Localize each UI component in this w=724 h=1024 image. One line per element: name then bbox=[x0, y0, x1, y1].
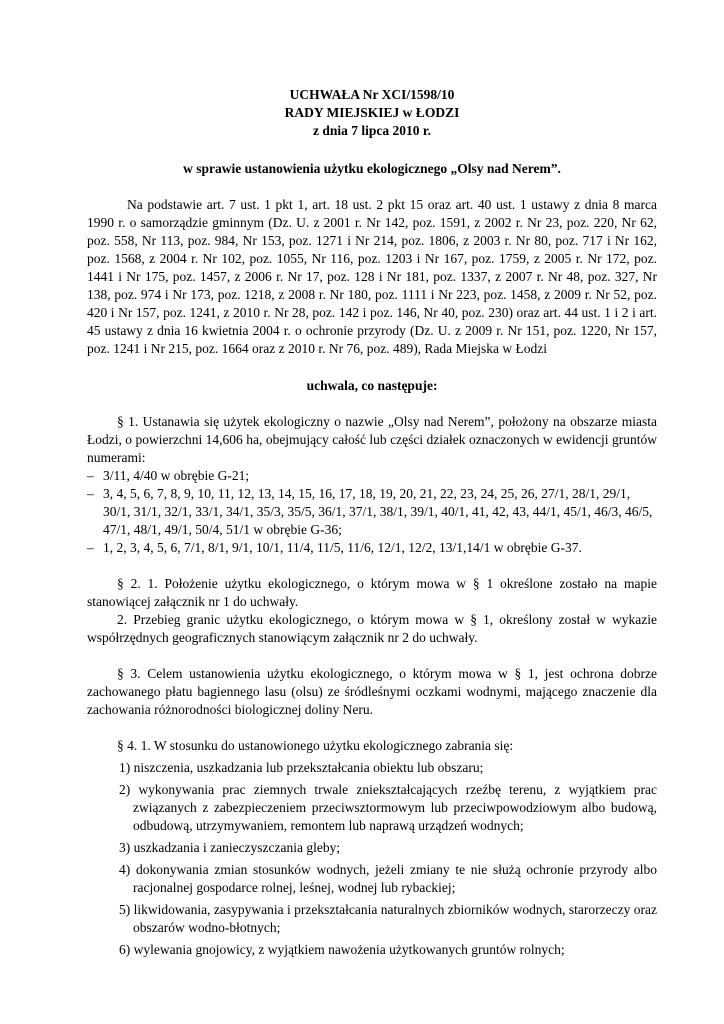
document-header bbox=[87, 86, 657, 140]
item-number: 5) bbox=[119, 902, 131, 917]
list-item bbox=[101, 861, 657, 897]
resolves-heading: uchwala, co następuje: bbox=[306, 378, 438, 393]
list-item bbox=[101, 759, 657, 777]
parcel-list-text: 3/11, 4/40 w obrębie G-21; bbox=[103, 468, 250, 483]
list-item bbox=[87, 467, 657, 485]
item-number: 6) bbox=[119, 942, 131, 957]
document-subject: w sprawie ustanowienia użytku ekologicznego „Olsy nad Nerem”. bbox=[183, 161, 561, 176]
parcel-list-text: 3, 4, 5, 6, 7, 8, 9, 10, 11, 12, 13, 14, 15, 16, 17, 18, 19, 20, 21, 22, 23, 24, 25, 26, 27/1, 28/1, 29/1, 30/1, 31/1, 32/1, 33/1, 34/1, 35/3, 35/5, 36/1, 37/1, 38/1, 39/1, 40/1, 41, 42, 43, 44/1, 45/1, 46/3, 46/5, 47/1, 48/1, 49/1, 50/4, 51/1 w obrębie G-36; bbox=[103, 486, 653, 537]
parcel-list-text: 1, 2, 3, 4, 5, 6, 7/1, 8/1, 9/1, 10/1, 11/4, 11/5, 11/6, 12/1, 12/2, 13/1,14/1 w obrębie G-37. bbox=[103, 540, 582, 555]
section-2-paragraph-2: 2. Przebieg granic użytku ekologicznego, o którym mowa w § 1, określony został w wykazie współrzędnych geograficznych stanowiącym załącznik nr 2 do uchwały. bbox=[87, 612, 657, 645]
item-number: 4) bbox=[119, 862, 131, 877]
item-number: 3) bbox=[119, 840, 131, 855]
section-4 bbox=[87, 737, 657, 959]
list-item bbox=[101, 941, 657, 959]
list-item bbox=[101, 901, 657, 937]
list-item bbox=[101, 781, 657, 835]
preamble-paragraph: Na podstawie art. 7 ust. 1 pkt 1, art. 18 ust. 2 pkt 15 oraz art. 40 ust. 1 ustawy z dnia 8 marca 1990 r. o samorządzie gminnym (Dz. U. z 2001 r. Nr 142, poz. 1591, z 2002 r. Nr 23, poz. 220, Nr 62, poz. 558, Nr 113, poz. 984, Nr 153, poz. 1271 i Nr 214, poz. 1806, z 2003 r. Nr 80, poz. 717 i Nr 162, poz. 1568, z 2004 r. Nr 102, poz. 1055, Nr 116, poz. 1203 i Nr 167, poz. 1759, z 2005 r. Nr 172, poz. 1441 i Nr 175, poz. 1457, z 2006 r. Nr 17, poz. 128 i Nr 181, poz. 1337, z 2007 r. Nr 48, poz. 327, Nr 138, poz. 974 i Nr 173, poz. 1218, z 2008 r. Nr 180, poz. 1111 i Nr 223, poz. 1458, z 2009 r. Nr 52, poz. 420 i Nr 157, poz. 1241, z 2010 r. Nr 28, poz. 142 i poz. 146, Nr 40, poz. 230) oraz art. 44 ust. 1 i 2 i art. 45 ustawy z dnia 16 kwietnia 2004 r. o ochronie przyrody (Dz. U. z 2009 r. Nr 151, poz. 1220, Nr 157, poz. 1241 i Nr 215, poz. 1664 oraz z 2010 r. Nr 76, poz. 489), Rada Miejska w Łodzi bbox=[87, 197, 657, 356]
parcel-list bbox=[87, 467, 657, 557]
item-number: 1) bbox=[119, 760, 131, 775]
section-3: § 3. Celem ustanowienia użytku ekologicznego, o którym mowa w § 1, jest ochrona dobrze zachowanego płatu bagiennego lasu (olsu) ze śródleśnymi oczkami wodnymi, mającego znaczenie dla zachowania różnorodności biologicznej doliny Neru. bbox=[87, 666, 657, 717]
item-text: uszkadzania i zanieczyszczania gleby; bbox=[133, 840, 341, 855]
section-1-text: § 1. Ustanawia się użytek ekologiczny o nazwie „Olsy nad Nerem”, położony na obszarze miasta Łodzi, o powierzchni 14,606 ha, obejmujący całość lub części działek oznaczonych w ewidencji gruntów numerami: bbox=[87, 414, 657, 465]
section-2 bbox=[87, 575, 657, 647]
resolution-number: UCHWAŁA Nr XCI/1598/10 bbox=[289, 87, 455, 102]
dash-marker: – bbox=[87, 486, 94, 501]
section-2-paragraph-1: § 2. 1. Położenie użytku ekologicznego, o którym mowa w § 1 określone zostało na mapie stanowiącej załącznik nr 1 do uchwały. bbox=[87, 576, 657, 609]
item-text: niszczenia, uszkadzania lub przekształcania obiektu lub obszaru; bbox=[133, 760, 484, 775]
dash-marker: – bbox=[87, 540, 94, 555]
item-text: likwidowania, zasypywania i przekształcania naturalnych zbiorników wodnych, starorzeczy oraz obszarów wodno-błotnych; bbox=[133, 902, 657, 935]
item-number: 2) bbox=[119, 782, 131, 797]
section-4-intro: § 4. 1. W stosunku do ustanowionego użytku ekologicznego zabrania się: bbox=[117, 738, 514, 753]
issuing-body: RADY MIEJSKIEJ w ŁODZI bbox=[284, 105, 460, 120]
list-item bbox=[101, 839, 657, 857]
prohibitions-list bbox=[87, 759, 657, 959]
section-1 bbox=[87, 413, 657, 557]
resolution-date: z dnia 7 lipca 2010 r. bbox=[312, 123, 431, 138]
item-text: wylewania gnojowicy, z wyjątkiem nawożenia użytkowanych gruntów rolnych; bbox=[133, 942, 565, 957]
dash-marker: – bbox=[87, 468, 94, 483]
item-text: dokonywania zmian stosunków wodnych, jeżeli zmiany te nie służą ochronie przyrody albo racjonalnej gospodarce rolnej, leśnej, wodnej lub rybackiej; bbox=[133, 862, 657, 895]
list-item bbox=[87, 539, 657, 557]
document-page bbox=[87, 86, 657, 963]
list-item bbox=[87, 485, 657, 539]
item-text: wykonywania prac ziemnych trwale zniekształcających rzeźbę terenu, z wyjątkiem prac związanych z zabezpieczeniem przeciwsztormowym lub przeciwpowodziowym albo budową, odbudową, utrzymywaniem, remontem lub naprawą urządzeń wodnych; bbox=[133, 782, 657, 833]
